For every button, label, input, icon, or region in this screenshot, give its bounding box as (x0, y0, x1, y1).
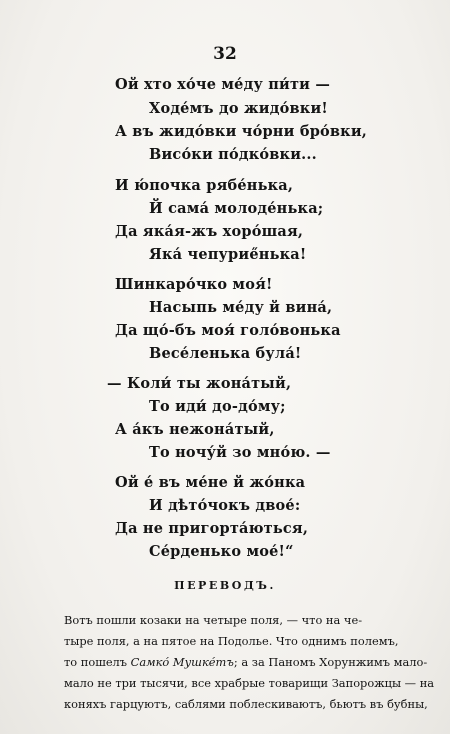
verse-line: То иди́ до-до́му; (149, 398, 286, 415)
verse-line: То ночу́й зо мно́ю. — (149, 444, 331, 461)
prose-fragment: то пошелъ (64, 655, 131, 669)
verse-line: Насыпь ме́ду й вина́, (149, 299, 333, 316)
page-number: 32 (213, 44, 237, 64)
verse-line: — Коли́ ты жона́тый, (107, 375, 292, 392)
prose-line: Вотъ пошли козаки на четыре поля, — что на че- (64, 613, 363, 627)
verse-line: Ой хто хо́че ме́ду пи́ти — (115, 76, 331, 93)
verse-line: И дѣто́чокъ двое́: (149, 497, 301, 514)
verse-line: Й сама́ молоде́нька; (149, 200, 324, 217)
prose-line (64, 652, 428, 673)
verse-line: Ходе́мъ до жидо́вки! (149, 100, 328, 117)
prose-line: мало не три тысячи, все храбрые товарищи Запорожцы — на (64, 676, 435, 690)
verse-line: Висо́ки по́дко́вки... (149, 146, 317, 163)
verse-line: Да яка́я-жъ хоро́шая, (115, 223, 304, 240)
prose-fragment: ; а за Паномъ Хорунжимъ мало- (233, 655, 428, 669)
verse-line: И ю́почка рябе́нька, (115, 177, 294, 194)
verse-line: А въ жидо́вки чо́рни бро́вки, (115, 123, 368, 140)
verse-line: Да що́-бъ моя́ голо́вонька (115, 322, 341, 339)
translation-paragraph (64, 610, 435, 715)
verse-line: Да не пригорта́ються, (115, 520, 309, 537)
section-heading: ПЕРЕВОДЪ. (174, 579, 276, 592)
verse-line: Се́рденько мое́!“ (149, 543, 294, 560)
prose-italic-name: Самко́ Мушке́тъ (130, 655, 234, 669)
verse-line: Яка́ чепуриe̋нька! (149, 246, 307, 263)
verse-line: А а́къ нежона́тый, (115, 421, 275, 438)
prose-line: коняхъ гарцуютъ, саблями поблескиваютъ, бьютъ въ бубны, (64, 697, 428, 711)
prose-line: тыре поля, а на пятое на Подолье. Что однимъ полемъ, (64, 634, 399, 648)
verse-line: Ой е́ въ ме́не й жо́нка (115, 474, 306, 491)
verse-line: Весе́ленька була́! (149, 345, 302, 362)
verse-line: Шинкаро́чко моя́! (115, 276, 273, 293)
